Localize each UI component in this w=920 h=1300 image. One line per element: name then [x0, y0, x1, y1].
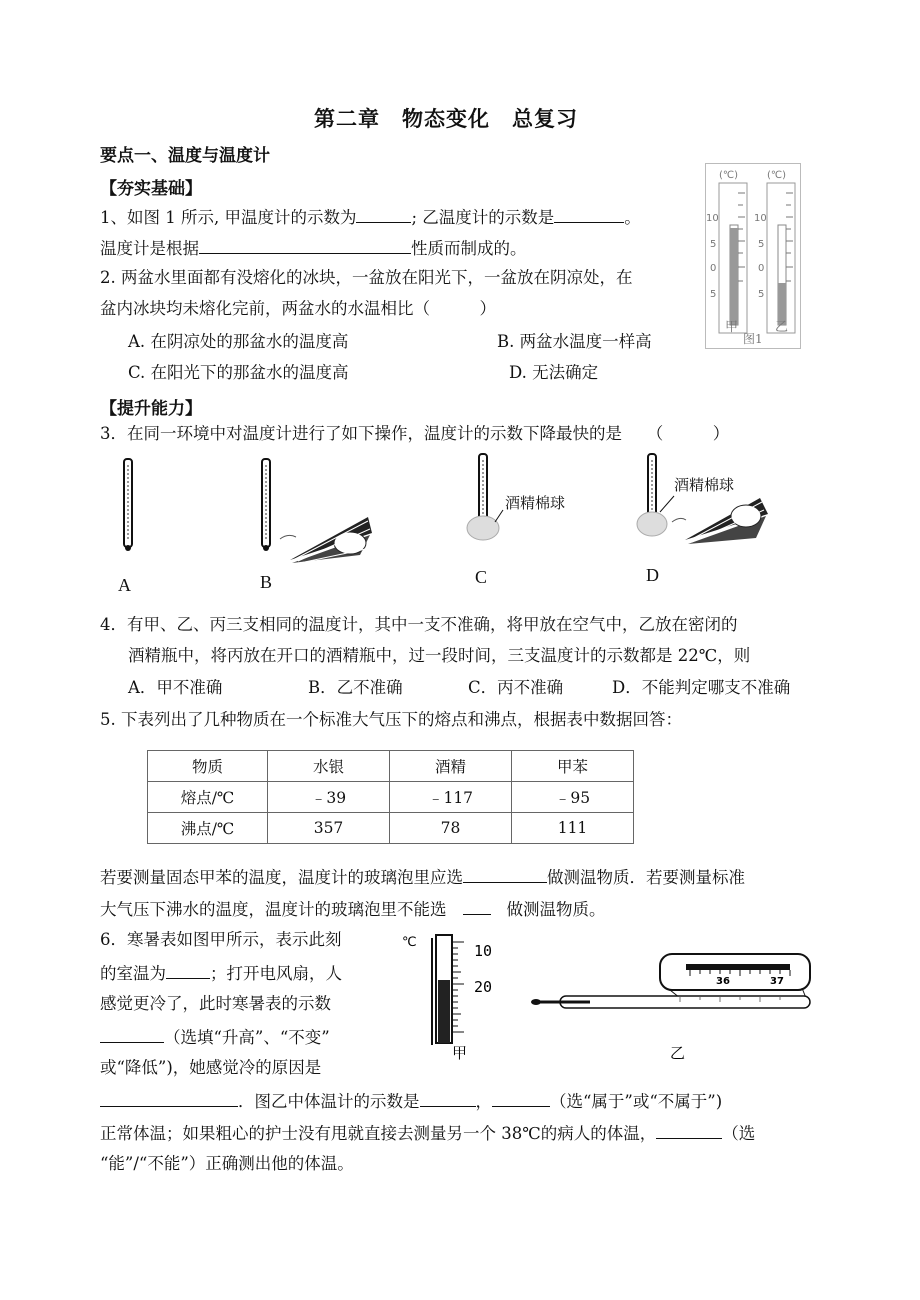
question-2-line2: 盆内冰块均未熔化完前，两盆水的水温相比（ ）: [100, 299, 496, 318]
q2-option-b[interactable]: B. 两盆水温度一样高: [497, 332, 652, 351]
q6-blank-room-temp[interactable]: [166, 961, 210, 979]
table-cell: ﹣95: [512, 782, 634, 813]
q1-text-b: ; 乙温度计的示数是: [411, 208, 555, 227]
q5-after-1b: 做测温物质．若要测量标准: [547, 868, 745, 887]
cotton-ball-icon-d: [637, 512, 667, 536]
q2-option-d[interactable]: D. 无法确定: [509, 363, 599, 382]
question-4-line2: 酒精瓶中，将丙放在开口的酒精瓶中，过一段时间，三支温度计的示数都是 22℃，则: [128, 646, 751, 665]
fig1-tick-10-jia: 10: [706, 213, 719, 224]
table-header-row: [148, 751, 634, 782]
q4-option-a[interactable]: A．甲不准确: [128, 678, 223, 697]
q5-blank-2[interactable]: [463, 897, 491, 915]
q1-blank-yi[interactable]: [554, 205, 624, 223]
fig1-unit-yi: (℃): [767, 170, 787, 181]
fig1-label-jia: 甲: [725, 320, 739, 335]
table-cell: 沸点/℃: [148, 813, 268, 844]
q6-fig-jia-unit: ℃: [402, 935, 417, 950]
question-5-intro: 5. 下表列出了几种物质在一个标准大气压下的熔点和沸点，根据表中数据回答：: [100, 710, 682, 729]
q4-option-c[interactable]: C．丙不准确: [468, 678, 564, 697]
fig1-label-yi: 乙: [775, 320, 789, 335]
q3-label-a: A: [118, 575, 131, 595]
q3-label-d: D: [646, 565, 659, 585]
figure-1-thermometers: [705, 163, 801, 349]
q3-label-c: C: [475, 567, 488, 587]
fig1-tick-10-yi: 10: [754, 213, 767, 224]
question-1-line2: [100, 236, 527, 260]
q5-after-line1: [100, 865, 745, 889]
fig1-tick-0-yi: 0: [758, 263, 765, 274]
q5-after-1a: 若要测量固态甲苯的温度，温度计的玻璃泡里应选: [100, 868, 463, 887]
q2-option-a[interactable]: A. 在阴凉处的那盆水的温度高: [128, 332, 349, 351]
ability-label: 【提升能力】: [100, 399, 202, 419]
fig1-tick-neg5-jia: 5: [710, 289, 717, 300]
question-4-line1: 4．有甲、乙、丙三支相同的温度计，其中一支不准确，将甲放在空气中，乙放在密闭的: [100, 615, 738, 634]
q6-text-6b: ，: [475, 1092, 492, 1111]
fig1-tick-5-jia: 5: [710, 239, 717, 250]
table-header-cell: 物质: [148, 751, 268, 782]
table-header-cell: 酒精: [390, 751, 512, 782]
q6-line7: [100, 1121, 755, 1145]
q6-text-4: （选填“升高”、“不变”: [164, 1028, 330, 1047]
fig1-tick-neg5-yi: 5: [758, 289, 765, 300]
q1-text-c: 。: [624, 208, 641, 227]
q6-fig-yi-label: 乙: [670, 1044, 686, 1062]
q6-fig-jia-label: 甲: [452, 1044, 468, 1062]
q4-option-b[interactable]: B．乙不准确: [308, 678, 403, 697]
q6-fig-yi-scale-37: 37: [770, 976, 784, 987]
q6-line6: [100, 1089, 722, 1113]
q2-option-c[interactable]: C. 在阳光下的那盆水的温度高: [128, 363, 349, 382]
q6-line3: 感觉更冷了，此时寒暑表的示数: [100, 994, 331, 1013]
q6-text-6c: （选“属于”或“不属于”): [550, 1092, 723, 1111]
page-title: 第二章 物态变化 总复习: [314, 106, 578, 131]
question-3-text: 3．在同一环境中对温度计进行了如下操作，温度计的示数下降最快的是 （ ）: [100, 424, 730, 443]
table-cell: 357: [268, 813, 390, 844]
section-heading: 要点一、温度与温度计: [100, 146, 270, 166]
q6-blank-body-temp[interactable]: [420, 1089, 476, 1107]
fig1-caption: 图1: [743, 332, 763, 346]
hand-fan-icon: [280, 517, 372, 563]
q6-line8: “能”/“不能”）正确测出他的体温。: [100, 1154, 354, 1173]
q6-blank-reading-change[interactable]: [100, 1025, 164, 1043]
q3-cotton-label-c: 酒精棉球: [505, 494, 566, 512]
q6-line5: 或“降低”)，她感觉冷的原因是: [100, 1058, 322, 1077]
q3-figure-b: [250, 455, 380, 575]
q1-blank-jia[interactable]: [356, 205, 411, 223]
q5-after-line2: [100, 897, 606, 921]
melting-boiling-table: [147, 750, 634, 844]
q6-blank-reason[interactable]: [100, 1089, 238, 1107]
table-row: [148, 813, 634, 844]
q1-blank-principle[interactable]: [199, 236, 411, 254]
table-cell: ﹣117: [390, 782, 512, 813]
q6-figure-yi-clinical-thermometer: [530, 950, 815, 1060]
q6-fig-jia-tick-20: 20: [474, 978, 493, 996]
fig1-unit-jia: (℃): [719, 170, 739, 181]
question-1-line1: [100, 205, 641, 229]
q1-text-d: 温度计是根据: [100, 239, 199, 258]
q6-text-2b: ；打开电风扇，人: [210, 964, 342, 983]
q6-line4: [100, 1025, 330, 1049]
table-header-cell: 水银: [268, 751, 390, 782]
q3-figure-a: [110, 455, 150, 555]
cotton-ball-icon: [467, 516, 499, 540]
q5-blank-1[interactable]: [463, 865, 547, 883]
q6-fig-jia-tick-10: 10: [474, 942, 493, 960]
q6-line2: [100, 961, 342, 985]
q3-cotton-label-d: 酒精棉球: [674, 476, 735, 494]
q6-text-7a: 正常体温；如果粗心的护士没有甩就直接去测量另一个 38℃的病人的体温，: [100, 1124, 657, 1143]
table-cell: 78: [390, 813, 512, 844]
question-2-line1: 2. 两盆水里面都有没熔化的冰块，一盆放在阳光下，一盆放在阴凉处，在: [100, 268, 633, 287]
q6-line1: 6．寒暑表如图甲所示，表示此刻: [100, 930, 342, 949]
q4-option-d[interactable]: D．不能判定哪支不准确: [612, 678, 791, 697]
q1-text-e: 性质而制成的。: [411, 239, 527, 258]
fig1-tick-0-jia: 0: [710, 263, 717, 274]
q1-text-a: 1、如图 1 所示, 甲温度计的示数为: [100, 208, 357, 227]
table-cell: 111: [512, 813, 634, 844]
q6-text-2a: 的室温为: [100, 964, 166, 983]
q5-after-2b: 做测温物质。: [506, 900, 606, 919]
table-header-cell: 甲苯: [512, 751, 634, 782]
q3-label-b: B: [260, 572, 273, 592]
table-cell: ﹣39: [268, 782, 390, 813]
q6-text-7b: （选: [722, 1124, 756, 1143]
basic-label: 【夯实基础】: [100, 179, 202, 199]
q6-blank-can-measure[interactable]: [656, 1121, 722, 1139]
table-cell: 熔点/℃: [148, 782, 268, 813]
q6-fig-yi-scale-36: 36: [716, 976, 730, 987]
table-row: [148, 782, 634, 813]
q6-text-6a: ．图乙中体温计的示数是: [238, 1092, 420, 1111]
q6-figure-jia-room-thermometer: [400, 930, 510, 1060]
q6-blank-normal[interactable]: [492, 1089, 550, 1107]
fig1-tick-5-yi: 5: [758, 239, 765, 250]
q5-after-2a: 大气压下沸水的温度，温度计的玻璃泡里不能选: [100, 900, 447, 919]
q3-figure-d: [630, 450, 775, 560]
hand-fan-icon-d: [672, 498, 768, 544]
